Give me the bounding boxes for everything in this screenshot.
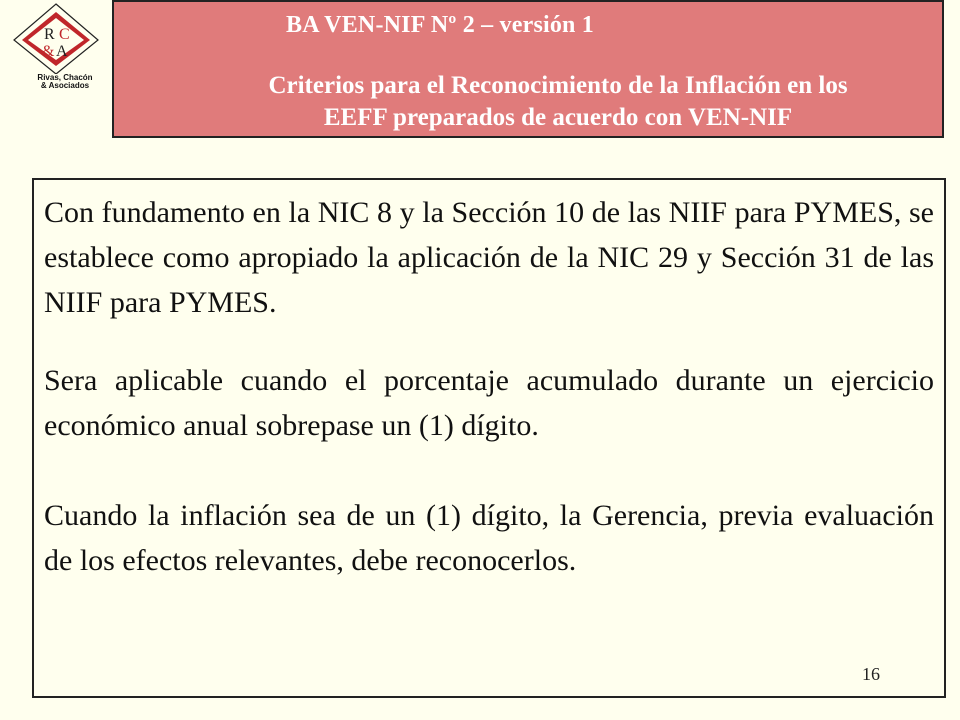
logo-caption-line: & Asociados bbox=[40, 81, 90, 90]
logo-letter-a: A bbox=[56, 43, 68, 60]
logo-letter-ampersand: & bbox=[42, 43, 55, 60]
title-banner bbox=[112, 0, 944, 138]
slide-number: 16 bbox=[862, 664, 880, 684]
logo-letter-c: C bbox=[59, 26, 70, 43]
paragraph: Con fundamento en la NIC 8 y la Sección 10 de las NIIF para PYMES, se establece como apropiado la aplicación de la NIC 29 y Sección 31 de las NIIF para PYMES. bbox=[44, 196, 934, 319]
content-box bbox=[32, 178, 946, 698]
logo-caption-line: Rivas, Chacón bbox=[37, 73, 93, 82]
document-code: BA VEN-NIF Nº 2 – versión 1 bbox=[286, 12, 595, 38]
logo-letter-r: R bbox=[44, 26, 55, 43]
paragraph: Sera aplicable cuando el porcentaje acumulado durante un ejercicio económico anual sobrepase un (1) dígito. bbox=[44, 364, 934, 442]
logo-diamond-icon bbox=[6, 2, 106, 74]
slide-title bbox=[114, 70, 942, 134]
slide-title-line: EEFF preparados de acuerdo con VEN-NIF bbox=[323, 104, 793, 131]
paragraph: Cuando la inflación sea de un (1) dígito, la Gerencia, previa evaluación de los efectos relevantes, debe reconocerlos. bbox=[44, 499, 934, 577]
company-logo bbox=[6, 2, 106, 102]
slide-title-line: Criterios para el Reconocimiento de la Inflación en los bbox=[268, 72, 848, 99]
logo-caption bbox=[20, 74, 110, 90]
